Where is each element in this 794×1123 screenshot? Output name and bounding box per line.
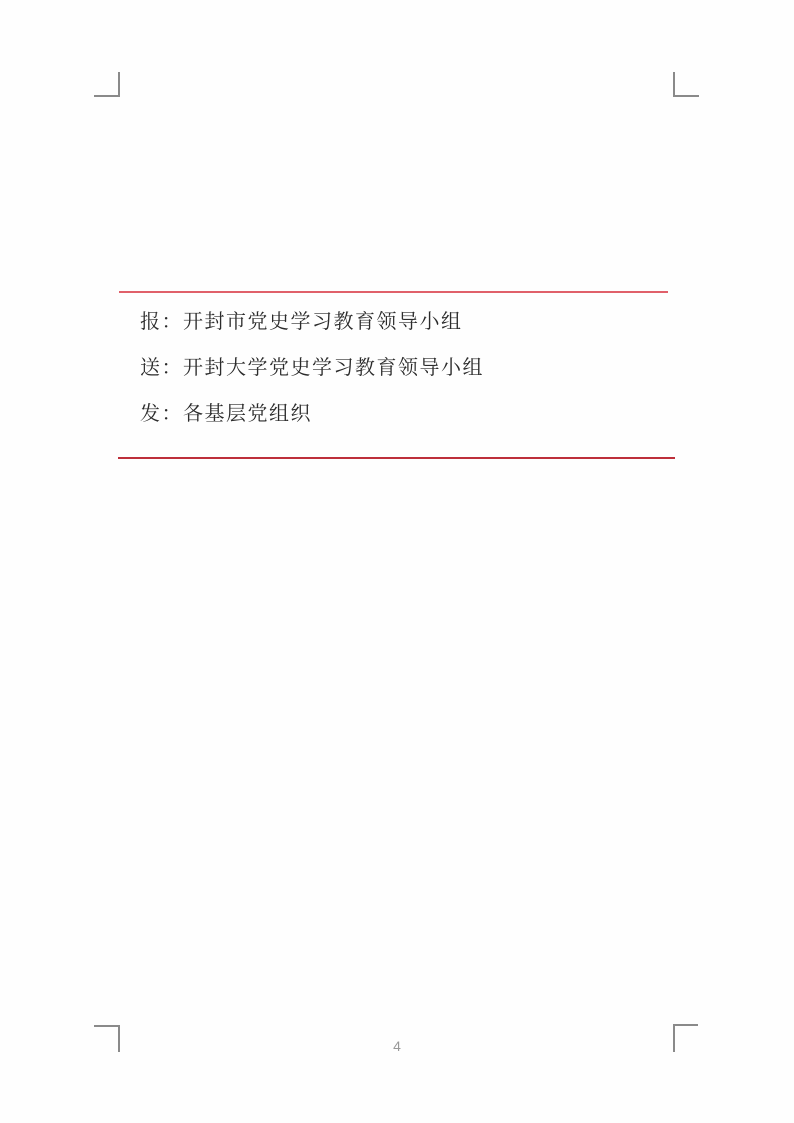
distribution-top-rule xyxy=(119,291,668,293)
page-number: 4 xyxy=(393,1038,401,1054)
distribution-line-issue: 发：各基层党组织 xyxy=(140,403,312,425)
distribution-bottom-rule xyxy=(118,457,675,459)
distribution-line-report: 报：开封市党史学习教育领导小组 xyxy=(140,311,463,333)
distribution-line-send: 送：开封大学党史学习教育领导小组 xyxy=(140,357,484,379)
crop-mark-bottom-left-icon xyxy=(94,1025,120,1052)
crop-mark-bottom-right-icon xyxy=(673,1024,698,1052)
crop-mark-top-left-icon xyxy=(94,72,120,97)
crop-mark-top-right-icon xyxy=(673,72,699,97)
distribution-lines xyxy=(140,299,660,437)
